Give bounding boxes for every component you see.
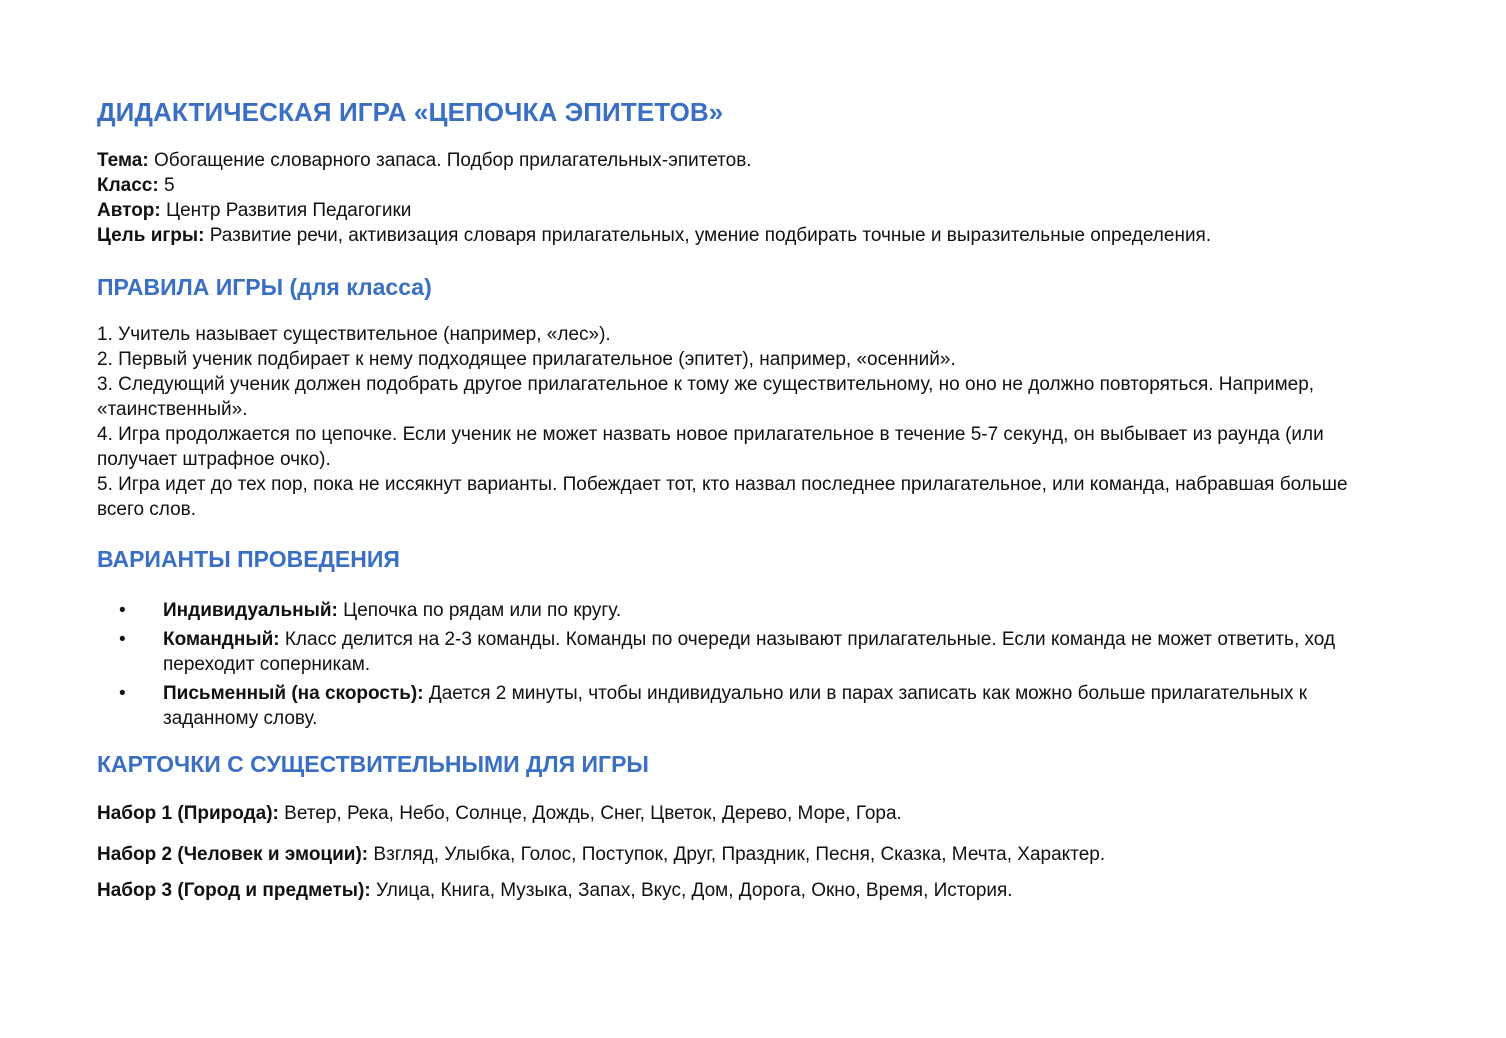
variant-item	[97, 681, 1397, 731]
meta-grade-value: 5	[163, 175, 175, 196]
meta-author-value: Центр Развития Педагогики	[166, 200, 412, 221]
variants-list	[97, 598, 1397, 731]
variant-item	[97, 627, 1397, 677]
lesson-meta	[97, 148, 1397, 248]
card-set-words: Улица, Книга, Музыка, Запах, Вкус, Дом, Дорога, Окно, Время, История.	[375, 880, 1013, 901]
meta-goal-label: Цель игры:	[97, 225, 205, 246]
rules-heading: ПРАВИЛА ИГРЫ (для класса)	[97, 274, 432, 300]
meta-grade	[97, 173, 1397, 198]
card-set-label: Набор 1 (Природа):	[97, 803, 279, 824]
document-title: ДИДАКТИЧЕСКАЯ ИГРА «ЦЕПОЧКА ЭПИТЕТОВ»	[97, 97, 724, 127]
card-set-label: Набор 3 (Город и предметы):	[97, 880, 371, 901]
card-set-words: Ветер, Река, Небо, Солнце, Дождь, Снег, Цветок, Дерево, Море, Гора.	[284, 803, 902, 824]
rule-item: 4. Игра продолжается по цепочке. Если ученик не может назвать новое прилагательное в течение 5-7 секунд, он выбывает из раунда (или получает штрафное очко).	[97, 424, 1324, 470]
meta-goal-value: Развитие речи, активизация словаря прилагательных, умение подбирать точные и выразительные определения.	[209, 225, 1212, 246]
meta-author-label: Автор:	[97, 200, 161, 221]
variant-text: Цепочка по рядам или по кругу.	[343, 600, 622, 621]
bullet-marker: •	[119, 600, 126, 621]
variant-item	[97, 598, 1397, 623]
variant-label: Индивидуальный:	[163, 600, 338, 621]
meta-topic-value: Обогащение словарного запаса. Подбор прилагательных-эпитетов.	[153, 150, 752, 171]
variant-text: Дается 2 минуты, чтобы индивидуально или в парах записать как можно больше прилагательных к заданному слову.	[163, 683, 1308, 729]
variants-heading: ВАРИАНТЫ ПРОВЕДЕНИЯ	[97, 546, 400, 572]
card-set	[97, 801, 1397, 826]
variant-text: Класс делится на 2-3 команды. Команды по очереди называют прилагательные. Если команда не может ответить, ход переходит соперникам.	[163, 629, 1336, 675]
rules-list	[97, 322, 1397, 522]
meta-topic-label: Тема:	[97, 150, 149, 171]
meta-grade-label: Класс:	[97, 175, 159, 196]
card-set-label: Набор 2 (Человек и эмоции):	[97, 844, 369, 865]
document-page	[97, 92, 1397, 903]
bullet-marker: •	[119, 683, 126, 704]
cards-heading: КАРТОЧКИ С СУЩЕСТВИТЕЛЬНЫМИ ДЛЯ ИГРЫ	[97, 751, 649, 777]
meta-goal	[97, 223, 1397, 248]
meta-topic	[97, 148, 1397, 173]
variant-label: Письменный (на скорость):	[163, 683, 424, 704]
card-set-words: Взгляд, Улыбка, Голос, Поступок, Друг, Праздник, Песня, Сказка, Мечта, Характер.	[373, 844, 1106, 865]
meta-author	[97, 198, 1397, 223]
rule-item: 1. Учитель называет существительное (например, «лес»).	[97, 324, 611, 345]
bullet-marker: •	[119, 629, 126, 650]
cards-list	[97, 801, 1397, 903]
variant-label: Командный:	[163, 629, 280, 650]
rule-item: 3. Следующий ученик должен подобрать другое прилагательное к тому же существительному, но оно не должно повторяться. Например, «таинственный».	[97, 374, 1315, 420]
rule-item: 5. Игра идет до тех пор, пока не иссякнут варианты. Побеждает тот, кто назвал последнее прилагательное, или команда, набравшая больше всего слов.	[97, 474, 1348, 520]
card-set	[97, 842, 1397, 867]
card-set	[97, 878, 1397, 903]
rule-item: 2. Первый ученик подбирает к нему подходящее прилагательное (эпитет), например, «осенний».	[97, 349, 956, 370]
